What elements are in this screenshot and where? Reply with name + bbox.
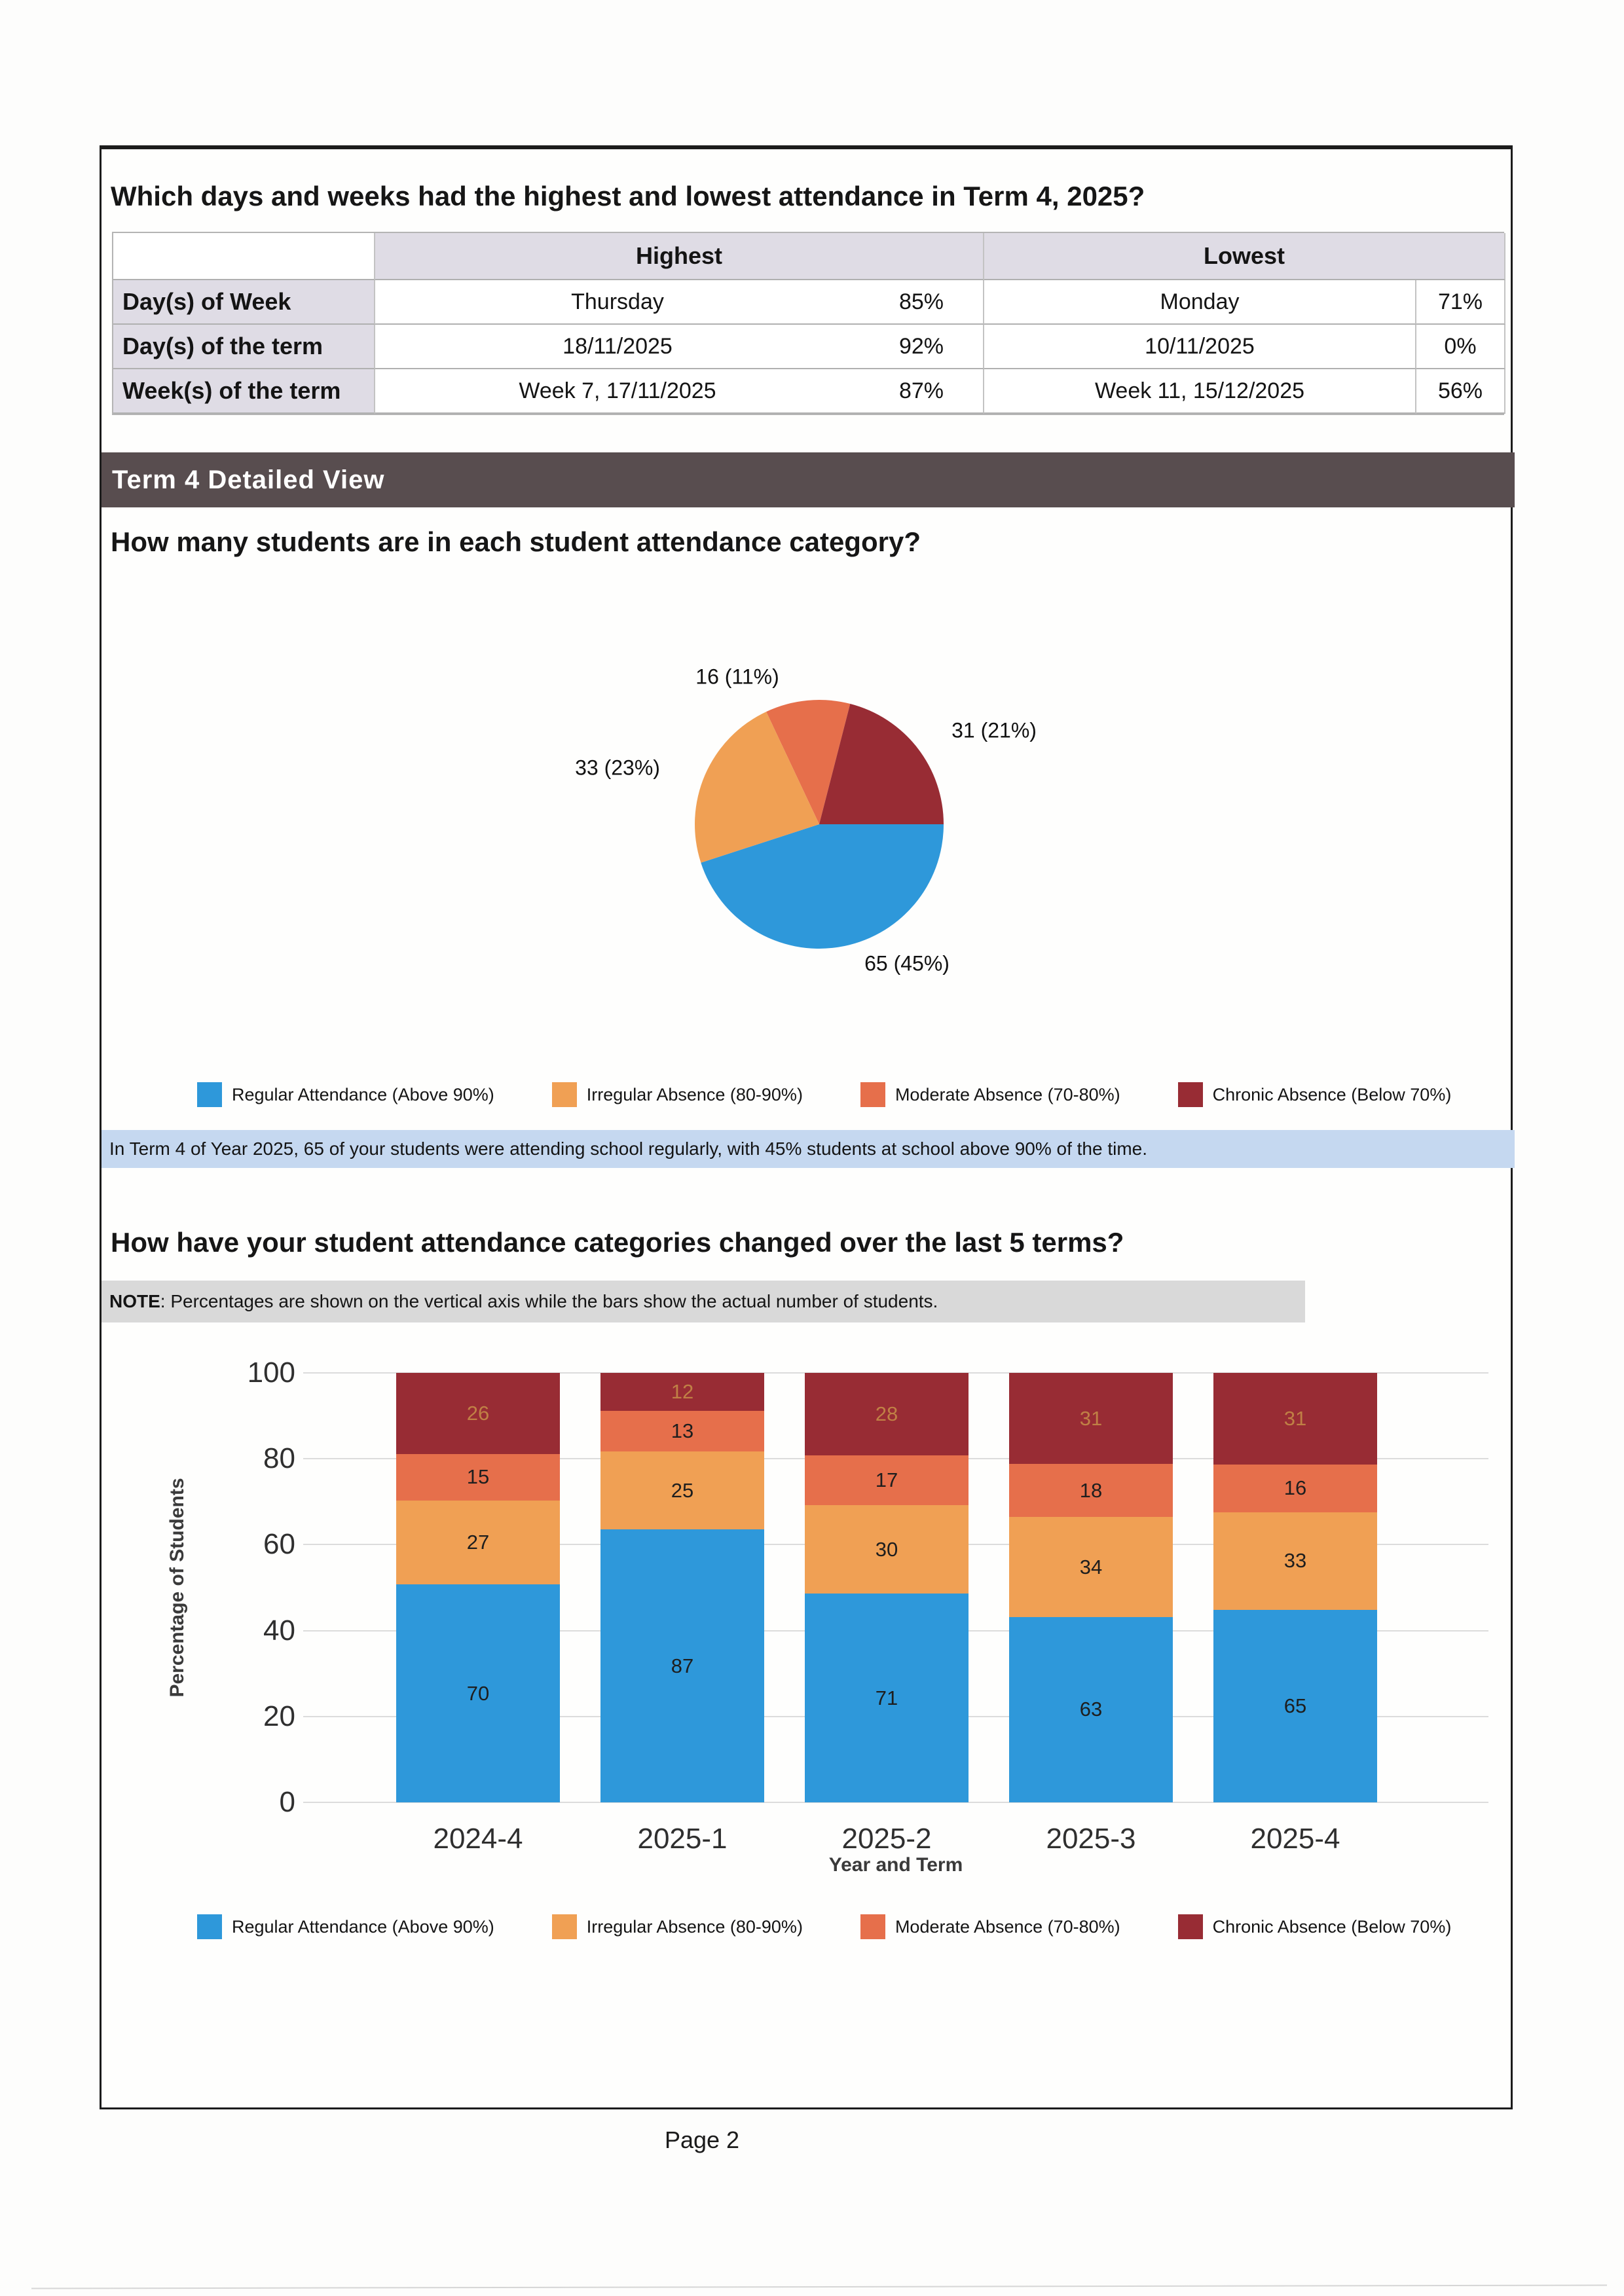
legend-swatch-icon [197,1914,222,1939]
table-cell-lowest-pct: 0% [1416,325,1505,369]
bar-segment: 17 [805,1455,969,1505]
table-cell-lowest-value: Monday [984,280,1416,325]
note-label: NOTE [109,1291,160,1311]
bar-segment: 30 [805,1505,969,1594]
scan-artifact-line [31,2284,1607,2289]
bar-section-heading: How have your student attendance categories changed over the last 5 terms? [111,1227,1124,1258]
highest-lowest-question-title: Which days and weeks had the highest and lowest attendance in Term 4, 2025? [111,181,1145,211]
table-corner-cell [113,233,375,280]
pie-data-label-regular: 65 (45%) [864,951,950,975]
page-number: Page 2 [664,2126,740,2153]
y-axis-tick-label: 40 [263,1614,295,1647]
bar-segment: 31 [1009,1373,1173,1464]
note-text [101,1291,938,1312]
bar-segment: 12 [600,1373,764,1411]
bar-segment: 71 [805,1594,969,1802]
pie-chart-legend [197,1080,1451,1109]
legend-item [860,1082,1120,1107]
legend-item [197,1914,494,1939]
note-banner [101,1281,1305,1322]
legend-label: Chronic Absence (Below 70%) [1212,1916,1452,1937]
stacked-bar-chart-plot [303,1373,1488,1802]
bar-segment: 18 [1009,1464,1173,1517]
note-rest: : Percentages are shown on the vertical axis while the bars show the actual number of students. [160,1291,938,1311]
legend-swatch-icon [1178,1914,1203,1939]
bar-segment: 87 [600,1529,764,1802]
bar-segment: 33 [1213,1512,1377,1610]
report-page-border [100,145,1513,2109]
y-axis-tick-label: 20 [263,1700,295,1732]
table-header-lowest: Lowest [984,233,1505,280]
regular-attendance-callout [101,1130,1515,1168]
legend-label: Irregular Absence (80-90%) [586,1084,803,1104]
bar-segment: 34 [1009,1517,1173,1617]
table-cell-highest-pct: 87% [860,369,984,414]
legend-swatch-icon [552,1914,577,1939]
legend-item [197,1082,494,1107]
table-cell-lowest-value: 10/11/2025 [984,325,1416,369]
legend-item [1178,1914,1452,1939]
pie-data-label-irregular: 33 (23%) [575,756,660,780]
bar-chart-legend [197,1912,1451,1941]
y-axis-tick-label: 0 [279,1786,295,1818]
legend-label: Regular Attendance (Above 90%) [232,1916,494,1937]
x-axis-tick-label: 2025-4 [1250,1823,1340,1855]
bar-segment: 26 [396,1373,560,1454]
bar-segment: 15 [396,1454,560,1501]
table-cell-highest-value: 18/11/2025 [375,325,860,369]
legend-item [552,1914,803,1939]
legend-label: Irregular Absence (80-90%) [586,1916,803,1937]
term4-detailed-view-banner [101,452,1515,507]
x-axis-tick-label: 2024-4 [433,1823,523,1855]
bar-segment: 65 [1213,1610,1377,1802]
table-cell-highest-pct: 92% [860,325,984,369]
legend-swatch-icon [1178,1082,1203,1107]
bar-segment: 16 [1213,1465,1377,1512]
table-cell-lowest-value: Week 11, 15/12/2025 [984,369,1416,414]
bar-segment: 27 [396,1501,560,1584]
bar-segment: 31 [1213,1373,1377,1465]
y-axis-tick-label: 60 [263,1528,295,1561]
table-cell-highest-value: Thursday [375,280,860,325]
bar-segment: 13 [600,1411,764,1451]
table-cell-lowest-pct: 71% [1416,280,1505,325]
legend-label: Chronic Absence (Below 70%) [1212,1084,1452,1104]
legend-label: Regular Attendance (Above 90%) [232,1084,494,1104]
attendance-category-pie-chart [560,653,1084,1046]
bar-segment: 25 [600,1451,764,1530]
bar-chart-y-axis-title: Percentage of Students [166,1478,188,1698]
bar-chart-x-axis-title: Year and Term [828,1854,963,1876]
highest-lowest-table [112,232,1504,415]
table-header-highest: Highest [375,233,984,280]
banner-title: Term 4 Detailed View [112,465,385,494]
bar-segment: 70 [396,1584,560,1802]
legend-label: Moderate Absence (70-80%) [895,1916,1120,1937]
table-row-label: Day(s) of the term [113,325,375,369]
pie-data-label-moderate: 16 (11%) [695,665,779,689]
legend-swatch-icon [552,1082,577,1107]
legend-item [1178,1082,1452,1107]
legend-swatch-icon [860,1082,885,1107]
y-axis-tick-label: 100 [247,1357,295,1389]
bar-segment: 63 [1009,1617,1173,1802]
x-axis-tick-label: 2025-3 [1046,1823,1136,1855]
legend-swatch-icon [860,1914,885,1939]
table-cell-highest-value: Week 7, 17/11/2025 [375,369,860,414]
pie-data-label-chronic: 31 (21%) [951,718,1037,742]
x-axis-tick-label: 2025-1 [637,1823,728,1855]
y-axis-tick-label: 80 [263,1442,295,1475]
x-axis-tick-label: 2025-2 [841,1823,932,1855]
pie-section-heading: How many students are in each student attendance category? [111,526,921,557]
table-row-label: Day(s) of Week [113,280,375,325]
callout-text: In Term 4 of Year 2025, 65 of your students were attending school regularly, with 45% students at school above 90% of the time. [109,1139,1148,1159]
legend-label: Moderate Absence (70-80%) [895,1084,1120,1104]
legend-item [860,1914,1120,1939]
table-cell-highest-pct: 85% [860,280,984,325]
bar-segment: 28 [805,1373,969,1455]
legend-item [552,1082,803,1107]
legend-swatch-icon [197,1082,222,1107]
table-row-label: Week(s) of the term [113,369,375,414]
table-cell-lowest-pct: 56% [1416,369,1505,414]
